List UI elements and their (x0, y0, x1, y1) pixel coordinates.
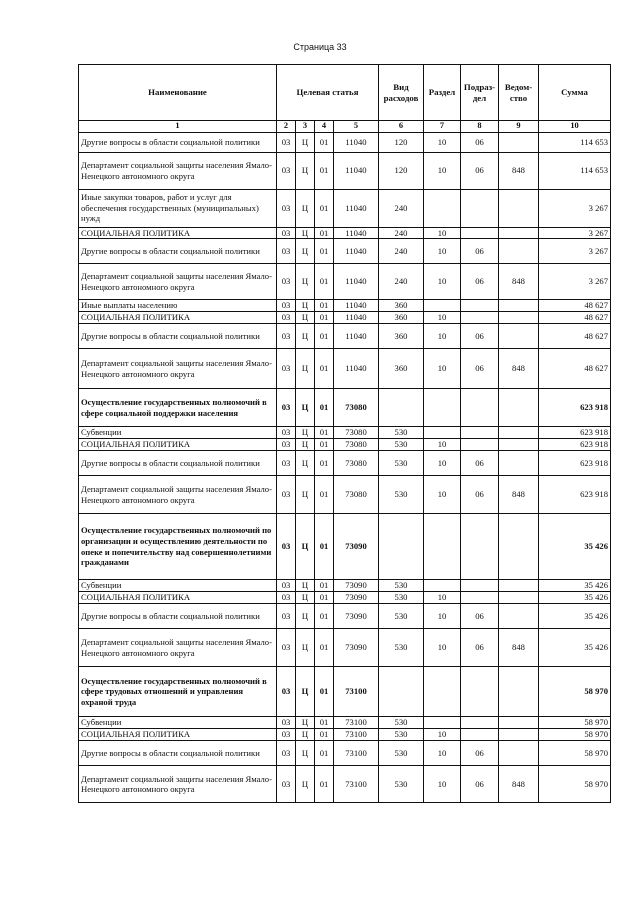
subsection-cell: 06 (461, 451, 499, 476)
subsection-cell: 06 (461, 629, 499, 667)
budget-table (78, 64, 611, 803)
subsection-cell: 06 (461, 324, 499, 349)
target-subprogram-cell: Ц (296, 580, 315, 592)
header-summa: Сумма (539, 65, 611, 121)
expense-type-cell: 530 (379, 592, 424, 604)
row-name-cell: Осуществление государственных полномочий в сфере социальной поддержки населения (79, 389, 277, 427)
subsection-cell (461, 729, 499, 741)
target-program-cell: 03 (277, 239, 296, 264)
department-code-cell: 848 (499, 349, 539, 389)
department-code-cell (499, 514, 539, 580)
row-name-cell: СОЦИАЛЬНАЯ ПОЛИТИКА (79, 312, 277, 324)
expense-type-cell (379, 514, 424, 580)
expense-type-cell: 530 (379, 476, 424, 514)
expense-type-cell: 240 (379, 264, 424, 300)
header-podrazdel: Подраз-дел (461, 65, 499, 121)
expense-type-cell: 360 (379, 324, 424, 349)
amount-cell: 35 426 (539, 629, 611, 667)
subsection-cell (461, 514, 499, 580)
department-code-cell (499, 729, 539, 741)
target-code-cell: 11040 (334, 264, 379, 300)
subsection-cell (461, 389, 499, 427)
col-number: 5 (334, 121, 379, 133)
amount-cell: 58 970 (539, 729, 611, 741)
amount-cell: 3 267 (539, 227, 611, 239)
department-code-cell: 848 (499, 766, 539, 803)
target-event-cell: 01 (315, 717, 334, 729)
department-code-cell: 848 (499, 152, 539, 189)
section-cell: 10 (424, 152, 461, 189)
expense-type-cell: 530 (379, 766, 424, 803)
row-name-cell: Департамент социальной защиты населения Ямало-Ненецкого автономного округа (79, 629, 277, 667)
target-event-cell: 01 (315, 264, 334, 300)
target-subprogram-cell: Ц (296, 189, 315, 227)
col-number: 2 (277, 121, 296, 133)
target-event-cell: 01 (315, 389, 334, 427)
section-cell: 10 (424, 604, 461, 629)
target-subprogram-cell: Ц (296, 766, 315, 803)
target-subprogram-cell: Ц (296, 227, 315, 239)
department-code-cell (499, 667, 539, 717)
amount-cell: 623 918 (539, 476, 611, 514)
department-code-cell: 848 (499, 629, 539, 667)
section-cell (424, 300, 461, 312)
col-number: 8 (461, 121, 499, 133)
target-event-cell: 01 (315, 189, 334, 227)
target-subprogram-cell: Ц (296, 312, 315, 324)
section-cell: 10 (424, 766, 461, 803)
subsection-cell (461, 592, 499, 604)
target-code-cell: 11040 (334, 189, 379, 227)
target-subprogram-cell: Ц (296, 514, 315, 580)
section-cell: 10 (424, 227, 461, 239)
expense-type-cell: 120 (379, 132, 424, 152)
target-event-cell: 01 (315, 239, 334, 264)
target-code-cell: 73080 (334, 427, 379, 439)
expense-type-cell: 530 (379, 604, 424, 629)
target-subprogram-cell: Ц (296, 476, 315, 514)
target-subprogram-cell: Ц (296, 264, 315, 300)
target-event-cell: 01 (315, 132, 334, 152)
expense-type-cell: 530 (379, 580, 424, 592)
target-event-cell: 01 (315, 451, 334, 476)
subsection-cell (461, 189, 499, 227)
target-program-cell: 03 (277, 427, 296, 439)
target-subprogram-cell: Ц (296, 592, 315, 604)
section-cell: 10 (424, 451, 461, 476)
subsection-cell (461, 717, 499, 729)
department-code-cell (499, 300, 539, 312)
target-program-cell: 03 (277, 312, 296, 324)
target-event-cell: 01 (315, 476, 334, 514)
col-number: 10 (539, 121, 611, 133)
amount-cell: 35 426 (539, 514, 611, 580)
header-vid: Вид расходов (379, 65, 424, 121)
amount-cell: 48 627 (539, 324, 611, 349)
target-event-cell: 01 (315, 514, 334, 580)
table-row (79, 741, 611, 766)
target-subprogram-cell: Ц (296, 717, 315, 729)
amount-cell: 114 653 (539, 152, 611, 189)
target-event-cell: 01 (315, 152, 334, 189)
target-code-cell: 73080 (334, 439, 379, 451)
target-subprogram-cell: Ц (296, 349, 315, 389)
expense-type-cell: 360 (379, 349, 424, 389)
table-row (79, 717, 611, 729)
target-program-cell: 03 (277, 667, 296, 717)
subsection-cell: 06 (461, 604, 499, 629)
section-cell (424, 514, 461, 580)
subsection-cell: 06 (461, 741, 499, 766)
target-subprogram-cell: Ц (296, 729, 315, 741)
target-code-cell: 73090 (334, 592, 379, 604)
row-name-cell: Другие вопросы в области социальной политики (79, 451, 277, 476)
table-row (79, 189, 611, 227)
table-row (79, 629, 611, 667)
target-code-cell: 11040 (334, 349, 379, 389)
section-cell: 10 (424, 132, 461, 152)
row-name-cell: СОЦИАЛЬНАЯ ПОЛИТИКА (79, 439, 277, 451)
table-row (79, 427, 611, 439)
expense-type-cell: 530 (379, 741, 424, 766)
target-program-cell: 03 (277, 604, 296, 629)
table-row (79, 227, 611, 239)
row-name-cell: Департамент социальной защиты населения Ямало-Ненецкого автономного округа (79, 264, 277, 300)
amount-cell: 3 267 (539, 189, 611, 227)
subsection-cell: 06 (461, 476, 499, 514)
table-row (79, 264, 611, 300)
expense-type-cell (379, 667, 424, 717)
target-event-cell: 01 (315, 592, 334, 604)
subsection-cell: 06 (461, 349, 499, 389)
col-number: 4 (315, 121, 334, 133)
target-subprogram-cell: Ц (296, 324, 315, 349)
table-row (79, 766, 611, 803)
department-code-cell (499, 604, 539, 629)
target-program-cell: 03 (277, 766, 296, 803)
target-event-cell: 01 (315, 667, 334, 717)
department-code-cell (499, 189, 539, 227)
table-row (79, 439, 611, 451)
amount-cell: 114 653 (539, 132, 611, 152)
department-code-cell (499, 580, 539, 592)
expense-type-cell: 530 (379, 451, 424, 476)
target-code-cell: 11040 (334, 132, 379, 152)
target-event-cell: 01 (315, 324, 334, 349)
target-event-cell: 01 (315, 629, 334, 667)
subsection-cell: 06 (461, 239, 499, 264)
target-program-cell: 03 (277, 227, 296, 239)
table-row (79, 580, 611, 592)
department-code-cell (499, 592, 539, 604)
target-subprogram-cell: Ц (296, 604, 315, 629)
target-code-cell: 11040 (334, 152, 379, 189)
target-event-cell: 01 (315, 227, 334, 239)
expense-type-cell: 530 (379, 629, 424, 667)
expense-type-cell: 360 (379, 300, 424, 312)
target-subprogram-cell: Ц (296, 451, 315, 476)
target-program-cell: 03 (277, 300, 296, 312)
target-event-cell: 01 (315, 427, 334, 439)
expense-type-cell: 530 (379, 729, 424, 741)
target-event-cell: 01 (315, 604, 334, 629)
amount-cell: 58 970 (539, 766, 611, 803)
department-code-cell (499, 741, 539, 766)
section-cell: 10 (424, 741, 461, 766)
target-code-cell: 11040 (334, 312, 379, 324)
target-program-cell: 03 (277, 132, 296, 152)
amount-cell: 48 627 (539, 300, 611, 312)
department-code-cell: 848 (499, 476, 539, 514)
department-code-cell (499, 227, 539, 239)
header-target: Целевая статья (277, 65, 379, 121)
department-code-cell (499, 312, 539, 324)
target-subprogram-cell: Ц (296, 741, 315, 766)
target-code-cell: 73080 (334, 451, 379, 476)
department-code-cell (499, 389, 539, 427)
row-name-cell: Другие вопросы в области социальной политики (79, 324, 277, 349)
table-row (79, 604, 611, 629)
row-name-cell: Субвенции (79, 717, 277, 729)
target-program-cell: 03 (277, 476, 296, 514)
target-subprogram-cell: Ц (296, 629, 315, 667)
section-cell: 10 (424, 729, 461, 741)
table-row (79, 349, 611, 389)
header-row (79, 65, 611, 121)
section-cell: 10 (424, 439, 461, 451)
expense-type-cell: 120 (379, 152, 424, 189)
amount-cell: 35 426 (539, 580, 611, 592)
table-row (79, 476, 611, 514)
page-label: Страница 33 (293, 42, 347, 52)
target-event-cell: 01 (315, 580, 334, 592)
table-row (79, 132, 611, 152)
subsection-cell (461, 300, 499, 312)
table-row (79, 514, 611, 580)
subsection-cell: 06 (461, 264, 499, 300)
target-subprogram-cell: Ц (296, 132, 315, 152)
amount-cell: 623 918 (539, 389, 611, 427)
expense-type-cell: 240 (379, 239, 424, 264)
department-code-cell: 848 (499, 264, 539, 300)
col-number: 3 (296, 121, 315, 133)
expense-type-cell: 530 (379, 427, 424, 439)
target-program-cell: 03 (277, 580, 296, 592)
target-program-cell: 03 (277, 439, 296, 451)
section-cell (424, 189, 461, 227)
table-row (79, 389, 611, 427)
target-event-cell: 01 (315, 741, 334, 766)
target-subprogram-cell: Ц (296, 667, 315, 717)
target-code-cell: 73100 (334, 741, 379, 766)
table-row (79, 451, 611, 476)
amount-cell: 623 918 (539, 427, 611, 439)
department-code-cell (499, 717, 539, 729)
target-event-cell: 01 (315, 312, 334, 324)
row-name-cell: СОЦИАЛЬНАЯ ПОЛИТИКА (79, 729, 277, 741)
target-program-cell: 03 (277, 592, 296, 604)
target-code-cell: 73100 (334, 717, 379, 729)
target-event-cell: 01 (315, 349, 334, 389)
section-cell: 10 (424, 264, 461, 300)
target-code-cell: 73080 (334, 476, 379, 514)
amount-cell: 58 970 (539, 717, 611, 729)
expense-type-cell (379, 389, 424, 427)
section-cell (424, 717, 461, 729)
department-code-cell (499, 427, 539, 439)
target-program-cell: 03 (277, 324, 296, 349)
target-code-cell: 73090 (334, 604, 379, 629)
amount-cell: 3 267 (539, 264, 611, 300)
target-subprogram-cell: Ц (296, 239, 315, 264)
row-name-cell: Департамент социальной защиты населения Ямало-Ненецкого автономного округа (79, 766, 277, 803)
table-row (79, 239, 611, 264)
table-row (79, 300, 611, 312)
header-vedom: Ведом-ство (499, 65, 539, 121)
expense-type-cell: 240 (379, 189, 424, 227)
col-number: 6 (379, 121, 424, 133)
table-row (79, 152, 611, 189)
amount-cell: 48 627 (539, 312, 611, 324)
target-program-cell: 03 (277, 629, 296, 667)
subsection-cell (461, 312, 499, 324)
subsection-cell: 06 (461, 766, 499, 803)
target-code-cell: 11040 (334, 239, 379, 264)
target-program-cell: 03 (277, 451, 296, 476)
target-subprogram-cell: Ц (296, 427, 315, 439)
header-name: Наименование (79, 65, 277, 121)
table-row (79, 324, 611, 349)
row-name-cell: СОЦИАЛЬНАЯ ПОЛИТИКА (79, 227, 277, 239)
row-name-cell: Иные закупки товаров, работ и услуг для обеспечения государственных (муниципальных) нужд (79, 189, 277, 227)
section-cell: 10 (424, 629, 461, 667)
target-code-cell: 11040 (334, 300, 379, 312)
target-code-cell: 73100 (334, 729, 379, 741)
row-name-cell: Осуществление государственных полномочий по организации и осуществлению деятельности по опеке и попечительству над совершеннолетними гражданами (79, 514, 277, 580)
target-program-cell: 03 (277, 152, 296, 189)
section-cell: 10 (424, 349, 461, 389)
subsection-cell: 06 (461, 152, 499, 189)
target-event-cell: 01 (315, 729, 334, 741)
column-number-row (79, 121, 611, 133)
department-code-cell (499, 451, 539, 476)
target-program-cell: 03 (277, 729, 296, 741)
row-name-cell: Другие вопросы в области социальной политики (79, 604, 277, 629)
subsection-cell (461, 439, 499, 451)
target-program-cell: 03 (277, 349, 296, 389)
row-name-cell: Субвенции (79, 427, 277, 439)
subsection-cell (461, 227, 499, 239)
row-name-cell: Департамент социальной защиты населения Ямало-Ненецкого автономного округа (79, 476, 277, 514)
amount-cell: 623 918 (539, 451, 611, 476)
amount-cell: 58 970 (539, 741, 611, 766)
section-cell: 10 (424, 312, 461, 324)
target-event-cell: 01 (315, 766, 334, 803)
subsection-cell (461, 580, 499, 592)
department-code-cell (499, 239, 539, 264)
section-cell (424, 389, 461, 427)
target-code-cell: 73090 (334, 514, 379, 580)
subsection-cell (461, 427, 499, 439)
target-subprogram-cell: Ц (296, 300, 315, 312)
target-program-cell: 03 (277, 717, 296, 729)
target-program-cell: 03 (277, 389, 296, 427)
table-row (79, 729, 611, 741)
amount-cell: 623 918 (539, 439, 611, 451)
table-row (79, 667, 611, 717)
target-program-cell: 03 (277, 741, 296, 766)
target-program-cell: 03 (277, 264, 296, 300)
expense-type-cell: 240 (379, 227, 424, 239)
expense-type-cell: 530 (379, 439, 424, 451)
amount-cell: 58 970 (539, 667, 611, 717)
target-code-cell: 11040 (334, 227, 379, 239)
target-program-cell: 03 (277, 189, 296, 227)
amount-cell: 35 426 (539, 592, 611, 604)
target-subprogram-cell: Ц (296, 152, 315, 189)
col-number: 7 (424, 121, 461, 133)
row-name-cell: СОЦИАЛЬНАЯ ПОЛИТИКА (79, 592, 277, 604)
amount-cell: 3 267 (539, 239, 611, 264)
amount-cell: 35 426 (539, 604, 611, 629)
subsection-cell (461, 667, 499, 717)
row-name-cell: Департамент социальной защиты населения Ямало-Ненецкого автономного округа (79, 349, 277, 389)
row-name-cell: Департамент социальной защиты населения Ямало-Ненецкого автономного округа (79, 152, 277, 189)
target-code-cell: 73090 (334, 629, 379, 667)
header-razdel: Раздел (424, 65, 461, 121)
table-body (79, 132, 611, 803)
row-name-cell: Другие вопросы в области социальной политики (79, 741, 277, 766)
section-cell (424, 580, 461, 592)
table-row (79, 592, 611, 604)
target-event-cell: 01 (315, 300, 334, 312)
section-cell: 10 (424, 324, 461, 349)
target-code-cell: 73100 (334, 766, 379, 803)
target-code-cell: 11040 (334, 324, 379, 349)
row-name-cell: Осуществление государственных полномочий в сфере трудовых отношений и управления охраной труда (79, 667, 277, 717)
section-cell: 10 (424, 592, 461, 604)
amount-cell: 48 627 (539, 349, 611, 389)
target-subprogram-cell: Ц (296, 389, 315, 427)
section-cell (424, 667, 461, 717)
row-name-cell: Другие вопросы в области социальной политики (79, 239, 277, 264)
col-number: 9 (499, 121, 539, 133)
section-cell (424, 427, 461, 439)
department-code-cell (499, 132, 539, 152)
target-code-cell: 73100 (334, 667, 379, 717)
row-name-cell: Иные выплаты населению (79, 300, 277, 312)
target-code-cell: 73090 (334, 580, 379, 592)
table-row (79, 312, 611, 324)
target-code-cell: 73080 (334, 389, 379, 427)
row-name-cell: Другие вопросы в области социальной политики (79, 132, 277, 152)
target-program-cell: 03 (277, 514, 296, 580)
expense-type-cell: 360 (379, 312, 424, 324)
expense-type-cell: 530 (379, 717, 424, 729)
target-event-cell: 01 (315, 439, 334, 451)
department-code-cell (499, 324, 539, 349)
target-subprogram-cell: Ц (296, 439, 315, 451)
department-code-cell (499, 439, 539, 451)
section-cell: 10 (424, 239, 461, 264)
section-cell: 10 (424, 476, 461, 514)
row-name-cell: Субвенции (79, 580, 277, 592)
subsection-cell: 06 (461, 132, 499, 152)
col-number: 1 (79, 121, 277, 133)
